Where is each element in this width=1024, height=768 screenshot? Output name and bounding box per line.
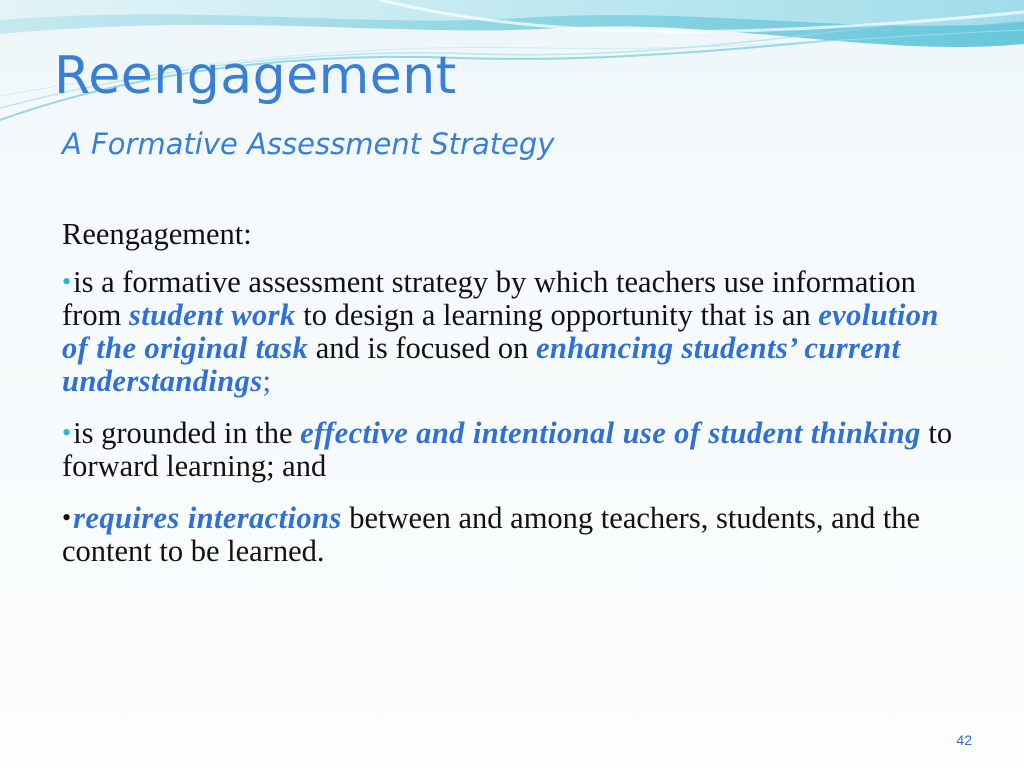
emphasis-text: requires interactions	[73, 501, 342, 535]
bullet-item	[62, 265, 967, 398]
bullet-dot-icon: •	[62, 418, 72, 447]
bullet-text: is grounded in the	[73, 416, 301, 450]
slide-subtitle: A Formative Assessment Strategy	[62, 127, 555, 161]
emphasis-text: evolution of the original task	[62, 298, 939, 365]
bullet-text: and is focused on	[308, 331, 536, 365]
bullet-punctuation: ;	[262, 364, 272, 398]
emphasis-text: enhancing students’ current understandings	[62, 331, 901, 398]
emphasis-text: effective and intentional use of student thinking	[300, 416, 921, 450]
slide-title: Reengagement	[54, 46, 457, 106]
page-number: 42	[956, 732, 972, 748]
bullet-text: to forward learning; and	[62, 416, 953, 483]
bullet-text: between and among teachers, students, and the content to be learned.	[62, 501, 921, 568]
bullet-item	[62, 416, 967, 483]
bullet-item	[62, 501, 967, 568]
bullet-dot-icon: •	[62, 267, 72, 296]
bullet-dot-icon: •	[62, 503, 72, 532]
slide-body	[62, 218, 967, 586]
bullet-text: to design a learning opportunity that is an	[295, 298, 819, 332]
emphasis-text: student work	[128, 298, 296, 332]
bullet-text: is a formative assessment strategy by which teachers use information from	[62, 265, 916, 332]
lead-label: Reengagement:	[62, 217, 252, 251]
